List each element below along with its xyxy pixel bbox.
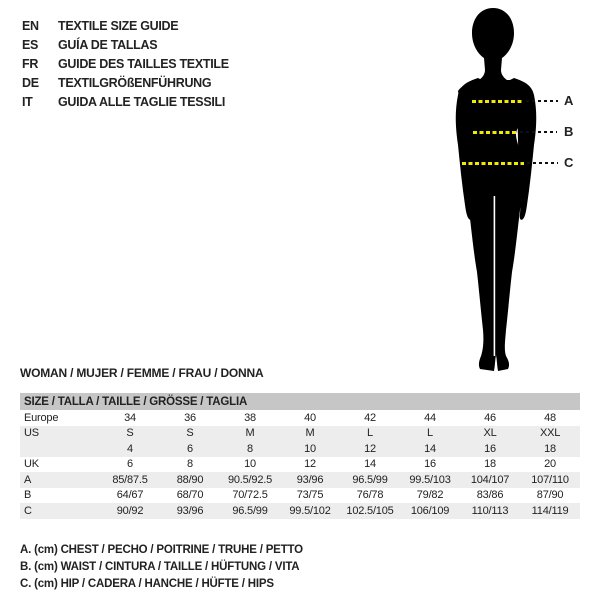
size-cell: 114/119 <box>520 503 580 519</box>
guide-title: GUÍA DE TALLAS <box>58 37 158 52</box>
size-cell: 34 <box>124 411 136 424</box>
language-title-row <box>22 16 229 35</box>
measurement-figure <box>440 0 600 380</box>
legend-line: C. (cm) HIP / CADERA / HANCHE / HÜFTE / HIPS <box>20 578 274 591</box>
language-code: DE <box>22 75 39 90</box>
marker-label-a: A <box>564 93 574 108</box>
language-code: ES <box>22 37 39 52</box>
size-table-row <box>20 503 580 519</box>
row-label: A <box>20 472 100 488</box>
size-cell: M <box>220 426 280 442</box>
row-label: B <box>24 489 32 502</box>
language-code: FR <box>22 56 39 71</box>
size-cell: 64/67 <box>116 489 144 502</box>
language-code: EN <box>22 18 39 33</box>
size-table-row <box>20 441 580 457</box>
size-cell: XL <box>460 426 520 442</box>
size-table-row <box>20 488 580 504</box>
size-cell: 96.5/99 <box>340 472 400 488</box>
size-cell: 14 <box>364 458 376 471</box>
size-cell: 99.5/103 <box>400 472 460 488</box>
row-label: UK <box>24 458 39 471</box>
size-cell: 68/70 <box>176 489 204 502</box>
row-label: US <box>20 426 100 442</box>
size-cell: 88/90 <box>160 472 220 488</box>
size-cell: 93/96 <box>280 472 340 488</box>
waist-dash-on-body <box>473 131 517 134</box>
marker-label-c: C <box>564 155 574 170</box>
size-cell: 18 <box>484 458 496 471</box>
size-cell: 104/107 <box>460 472 520 488</box>
size-cell: 14 <box>400 441 460 457</box>
legend-line: B. (cm) WAIST / CINTURA / TAILLE / HÜFTUNG / VITA <box>20 560 300 573</box>
guide-title: GUIDA ALLE TAGLIE TESSILI <box>58 94 226 109</box>
language-title-row <box>22 73 229 92</box>
size-cell: 4 <box>100 441 160 457</box>
size-cell: 20 <box>544 458 556 471</box>
size-cell: 6 <box>127 458 133 471</box>
size-cell: 79/82 <box>416 489 444 502</box>
size-cell: 8 <box>187 458 193 471</box>
size-cell: 99.5/102 <box>280 503 340 519</box>
size-cell: 87/90 <box>536 489 564 502</box>
size-table-row <box>20 457 580 473</box>
row-label: C <box>20 503 100 519</box>
size-cell: 16 <box>460 441 520 457</box>
size-cell: 44 <box>424 411 436 424</box>
size-cell: 106/109 <box>400 503 460 519</box>
language-title-row <box>22 35 229 54</box>
marker-label-b: B <box>564 124 574 139</box>
size-table-row <box>20 410 580 426</box>
size-table-row <box>20 426 580 442</box>
size-cell: M <box>280 426 340 442</box>
size-cell: 18 <box>520 441 580 457</box>
size-cell: 83/86 <box>476 489 504 502</box>
size-cell: 12 <box>304 458 316 471</box>
size-cell: 48 <box>544 411 556 424</box>
size-cell: 46 <box>484 411 496 424</box>
size-cell: 93/96 <box>160 503 220 519</box>
woman-silhouette-icon <box>440 0 600 380</box>
language-code: IT <box>22 94 33 109</box>
chest-dash-on-body <box>472 100 522 103</box>
size-cell: 16 <box>424 458 436 471</box>
size-cell: 10 <box>280 441 340 457</box>
size-cell: 70/72.5 <box>232 489 268 502</box>
size-cell: 6 <box>160 441 220 457</box>
size-cell: 36 <box>184 411 196 424</box>
language-title-row <box>22 92 229 111</box>
guide-title: TEXTILE SIZE GUIDE <box>58 18 179 33</box>
size-cell: 90/92 <box>100 503 160 519</box>
size-cell: 73/75 <box>296 489 324 502</box>
size-cell: 110/113 <box>460 503 520 519</box>
size-cell: 90.5/92.5 <box>220 472 280 488</box>
size-cell: 85/87.5 <box>100 472 160 488</box>
chest-leader-dash <box>526 100 558 102</box>
row-label: Europe <box>24 411 59 424</box>
hip-leader-dash <box>527 162 558 164</box>
size-cell: 38 <box>244 411 256 424</box>
size-cell: 10 <box>244 458 256 471</box>
size-cell: 12 <box>340 441 400 457</box>
size-cell: L <box>400 426 460 442</box>
guide-title: GUIDE DES TAILLES TEXTILE <box>58 56 229 71</box>
language-title-list <box>22 16 229 111</box>
section-heading-woman: WOMAN / MUJER / FEMME / FRAU / DONNA <box>20 366 264 380</box>
language-title-row <box>22 54 229 73</box>
row-label <box>20 441 100 457</box>
size-table-header: SIZE / TALLA / TAILLE / GRÖSSE / TAGLIA <box>20 393 580 410</box>
size-table-header-row <box>20 393 580 410</box>
size-cell: 8 <box>220 441 280 457</box>
size-cell: 107/110 <box>520 472 580 488</box>
size-cell: XXL <box>520 426 580 442</box>
size-cell: 40 <box>304 411 316 424</box>
legend-line: A. (cm) CHEST / PECHO / POITRINE / TRUHE / PETTO <box>20 543 303 556</box>
size-cell: 76/78 <box>356 489 384 502</box>
size-cell: 42 <box>364 411 376 424</box>
size-cell: L <box>340 426 400 442</box>
size-cell: 102.5/105 <box>340 503 400 519</box>
size-table-row <box>20 472 580 488</box>
measurement-legend <box>20 541 303 593</box>
hip-dash-on-body <box>462 162 524 165</box>
guide-title: TEXTILGRÖßENFÜHRUNG <box>58 75 212 90</box>
size-table <box>20 393 580 519</box>
size-cell: S <box>100 426 160 442</box>
size-cell: 96.5/99 <box>220 503 280 519</box>
size-cell: S <box>160 426 220 442</box>
waist-leader-dash <box>520 131 557 133</box>
